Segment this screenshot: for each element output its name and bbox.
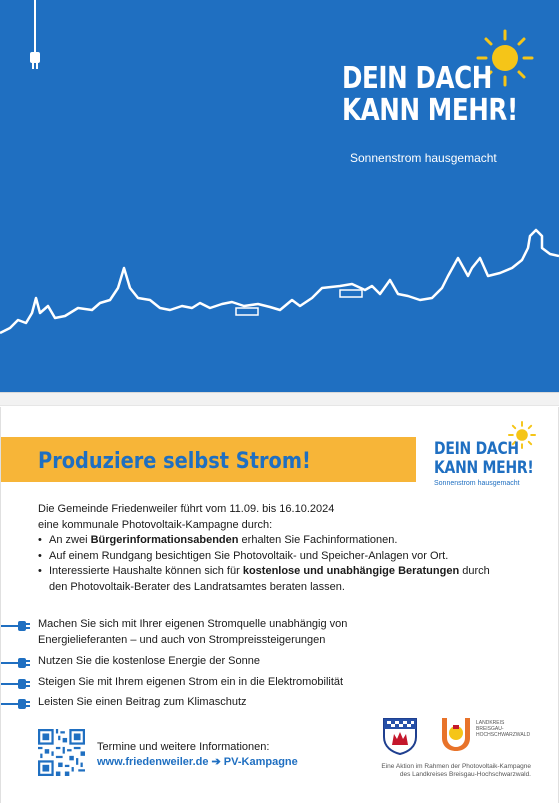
more-info (97, 740, 298, 770)
list-item: • An zwei Bürgerinformationsabenden erhalten Sie Fachinformationen. (38, 533, 508, 549)
campaign-title (342, 63, 518, 127)
info-bullets (38, 533, 508, 595)
logo-subtitle: Sonnenstrom hausgemacht (434, 480, 520, 487)
benefit-list (1, 617, 421, 711)
front-cover (0, 0, 559, 392)
intro-line-2: eine kommunale Photovoltaik-Kampagne durch: (38, 518, 273, 531)
footer-note: Eine Aktion im Rahmen der Photovoltaik-Kampagne des Landkreises Breisgau-Hochschwarzwald. (381, 763, 531, 778)
list-item: • Interessierte Haushalte können sich für kostenlose und unabhängige Beratungen durch den Photovoltaik-Berater des Landratsamtes beraten lassen. (38, 564, 508, 595)
title-line-2: KANN MEHR! (342, 93, 518, 128)
qr-code[interactable] (38, 729, 85, 776)
municipal-crest-icon (382, 717, 418, 755)
skyline-illustration (0, 228, 559, 338)
plug-icon (27, 0, 47, 75)
headline-banner (1, 437, 416, 482)
logo-line-1: DEIN DACH (434, 439, 519, 459)
website-link[interactable]: www.friedenweiler.de ➔ PV-Kampagne (97, 756, 298, 768)
list-item: Machen Sie sich mit Ihrer eigenen Stromquelle unabhängig von Energielieferanten – und auch von Strompreissteigerungen (1, 617, 421, 648)
intro-text (38, 502, 508, 595)
list-item: Leisten Sie einen Beitrag zum Klimaschutz (1, 695, 421, 711)
plug-icon (1, 698, 31, 710)
campaign-subtitle: Sonnenstrom hausgemacht (350, 151, 497, 165)
landkreis-logo-icon (438, 716, 474, 752)
more-info-label: Termine und weitere Informationen: (97, 741, 270, 753)
campaign-logo (434, 440, 555, 487)
plug-icon (1, 657, 31, 669)
back-page (0, 407, 559, 803)
headline: Produziere selbst Strom! (38, 449, 311, 474)
landkreis-label: LANDKREIS BREISGAU- HOCHSCHWARZWALD (476, 720, 531, 738)
plug-icon (1, 678, 31, 690)
page-separator (0, 392, 559, 406)
title-line-1: DEIN DACH (342, 61, 492, 96)
logo-line-2: KANN MEHR! (434, 458, 534, 478)
plug-icon (1, 620, 31, 632)
intro-line-1: Die Gemeinde Friedenweiler führt vom 11.09. bis 16.10.2024 (38, 503, 335, 515)
list-item: Steigen Sie mit Ihrem eigenen Strom ein in die Elektromobilität (1, 675, 421, 691)
list-item: Nutzen Sie die kostenlose Energie der Sonne (1, 654, 421, 670)
list-item: • Auf einem Rundgang besichtigen Sie Photovoltaik- und Speicher-Anlagen vor Ort. (38, 549, 508, 565)
